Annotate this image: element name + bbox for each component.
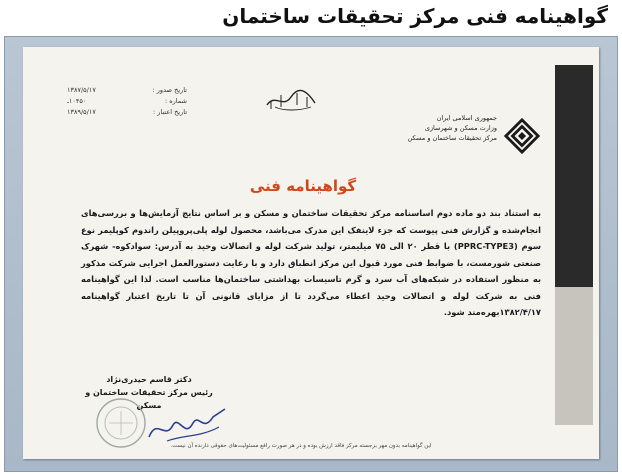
org-line: جمهوری اسلامی ایران [436, 114, 497, 122]
certificate-scan [4, 36, 618, 472]
meta-label: تاریخ اعتبار : [153, 108, 187, 116]
certificate-meta [67, 85, 187, 118]
dark-side-band [555, 65, 593, 287]
meta-value: ۱۰۴۵۰ـ [67, 97, 87, 105]
signer-name: دکتر قاسم حیدری‌نژاد [106, 375, 192, 384]
light-side-band [555, 287, 593, 425]
certificate-paper [23, 47, 599, 459]
meta-label: شماره : [165, 97, 187, 105]
meta-issue-date [67, 85, 187, 96]
organization-block [347, 113, 497, 143]
meta-valid-date [67, 107, 187, 118]
meta-value: ۱۳۸۹/۵/۱۷ [67, 108, 96, 116]
certificate-footer: این گواهینامه بدون مهر برجسته مرکز فاقد ارزش بوده و در هر صورت رافع مسئولیت‌های حقوقی دارنده آن نیست. [170, 443, 432, 449]
meta-number [67, 96, 187, 107]
certificate-title: گواهینامه فنی [249, 177, 357, 195]
meta-value: ۱۳۸۷/۵/۱۷ [67, 86, 96, 94]
meta-label: تاریخ صدور : [152, 86, 187, 94]
bismillah-calligraphy-icon [263, 87, 319, 113]
page-headline: گواهینامه فنی مرکز تحقیقات ساختمان [222, 4, 608, 28]
org-line: مرکز تحقیقات ساختمان و مسکن [407, 134, 497, 142]
signer-title: رئیس مرکز تحقیقات ساختمان و مسکن [85, 388, 213, 410]
handwritten-signature-icon [143, 397, 233, 447]
bhrc-logo-icon [503, 117, 541, 155]
certificate-body: به استناد بند دو ماده دوم اساسنامه مرکز تحقیقات ساختمان و مسکن و بر اساس نتایج آزمایش‌ها و بررسی‌های انجام‌شده و گزارش فنی پیوست که جزء لاینفک این مدرک می‌باشد، محصول لوله پلی‌پروپیلن راندوم کوپلیمر نوع سوم (PPRC-TYPE3) با قطر ۲۰ الی ۷۵ میلیمتر، تولید شرکت لوله و اتصالات وحید به آدرس: سوادکوه- شهرک صنعتی شورمست، با ضوابط فنی مورد قبول این مرکز انطباق دارد و با رعایت دستورالعمل اجرایی شرکت مذکور به منظور استفاده در شبکه‌های آب سرد و گرم تاسیسات بهداشتی ساختمان‌ها مناسب است. لذا این گواهینامه فنی به شرکت لوله و اتصالات وحید اعطاء می‌گردد تا از مزایای قانونی آن تا تاریخ اعتبار گواهینامه ۱۳۸۲/۴/۱۷بهره‌مند شود. [81, 208, 541, 317]
org-line: وزارت مسکن و شهرسازی [424, 124, 497, 132]
